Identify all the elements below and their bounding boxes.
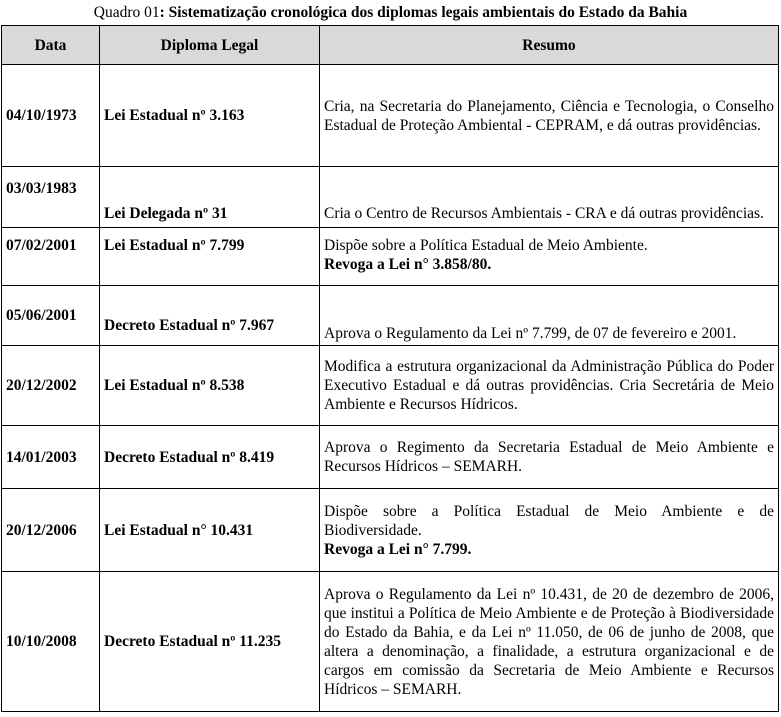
row-summary (320, 572, 779, 712)
row-summary (320, 228, 779, 286)
row-date: 10/10/2008 (2, 572, 100, 712)
summary-text: Aprova o Regimento da Secretaria Estadual de Meio Ambiente e Recursos Hídricos – SEMARH. (324, 439, 774, 475)
row-law: Lei Delegada nº 31 (100, 167, 320, 228)
table-row (2, 489, 779, 572)
table-row (2, 426, 779, 489)
header-law: Diploma Legal (100, 26, 320, 65)
table-row (2, 346, 779, 426)
row-date: 14/01/2003 (2, 426, 100, 489)
row-date: 04/10/1973 (2, 65, 100, 167)
row-date: 03/03/1983 (2, 167, 100, 228)
table-caption (0, 4, 781, 22)
row-date: 20/12/2002 (2, 346, 100, 426)
table-row (2, 65, 779, 167)
summary-text: Modifica a estrutura organizacional da Administração Pública do Poder Executivo Estadual e dá outras providências. Cria Secretária de Meio Ambiente e Recursos Hídricos. (324, 358, 774, 413)
table-row (2, 167, 779, 228)
row-law: Lei Estadual n° 10.431 (100, 489, 320, 572)
summary-text: Dispõe sobre a Política Estadual de Meio Ambiente e de Biodiversidade. (324, 502, 774, 539)
row-summary (320, 65, 779, 167)
header-row (2, 26, 779, 65)
row-law: Decreto Estadual nº 11.235 (100, 572, 320, 712)
table-row (2, 286, 779, 346)
row-summary (320, 426, 779, 489)
row-summary (320, 286, 779, 346)
row-law: Lei Estadual nº 7.799 (100, 228, 320, 286)
row-summary (320, 489, 779, 572)
row-law: Decreto Estadual nº 8.419 (100, 426, 320, 489)
summary-text: Dispõe sobre a Política Estadual de Meio Ambiente. (324, 237, 648, 254)
summary-text: Aprova o Regulamento da Lei nº 7.799, de 07 de fevereiro e 2001. (324, 325, 737, 342)
summary-extra: Revoga a Lei n° 3.858/80. (324, 256, 492, 273)
summary-text: Cria, na Secretaria do Planejamento, Ciência e Tecnologia, o Conselho Estadual de Proteção Ambiental - CEPRAM, e dá outras providências. (324, 97, 774, 134)
caption-prefix: Quadro 01 (93, 4, 160, 21)
row-law: Decreto Estadual nº 7.967 (100, 286, 320, 346)
row-summary (320, 167, 779, 228)
row-date: 20/12/2006 (2, 489, 100, 572)
table-row (2, 572, 779, 712)
row-date: 07/02/2001 (2, 228, 100, 286)
row-summary (320, 346, 779, 426)
caption-title: : Sistematização cronológica dos diplomas legais ambientais do Estado da Bahia (159, 4, 688, 21)
summary-text: Cria o Centro de Recursos Ambientais - CRA e dá outras providências. (324, 205, 764, 222)
row-law: Lei Estadual nº 3.163 (100, 65, 320, 167)
header-date: Data (2, 26, 100, 65)
header-summary: Resumo (320, 26, 779, 65)
table-row (2, 228, 779, 286)
summary-text: Aprova o Regulamento da Lei nº 10.431, de 20 de dezembro de 2006, que institui a Política de Meio Ambiente e de Proteção à Biodiversidade do Estado da Bahia, e da Lei nº 11.050, de 06 de junho de 2008, que altera a denominação, a finalidade, a estrutura organizacional e de cargos em comissão da Secretaria de Meio Ambiente e Recursos Hídricos – SEMARH. (324, 585, 774, 698)
row-law: Lei Estadual nº 8.538 (100, 346, 320, 426)
summary-extra: Revoga a Lei n° 7.799. (324, 540, 472, 558)
row-date: 05/06/2001 (2, 286, 100, 346)
legislation-table (1, 25, 779, 712)
